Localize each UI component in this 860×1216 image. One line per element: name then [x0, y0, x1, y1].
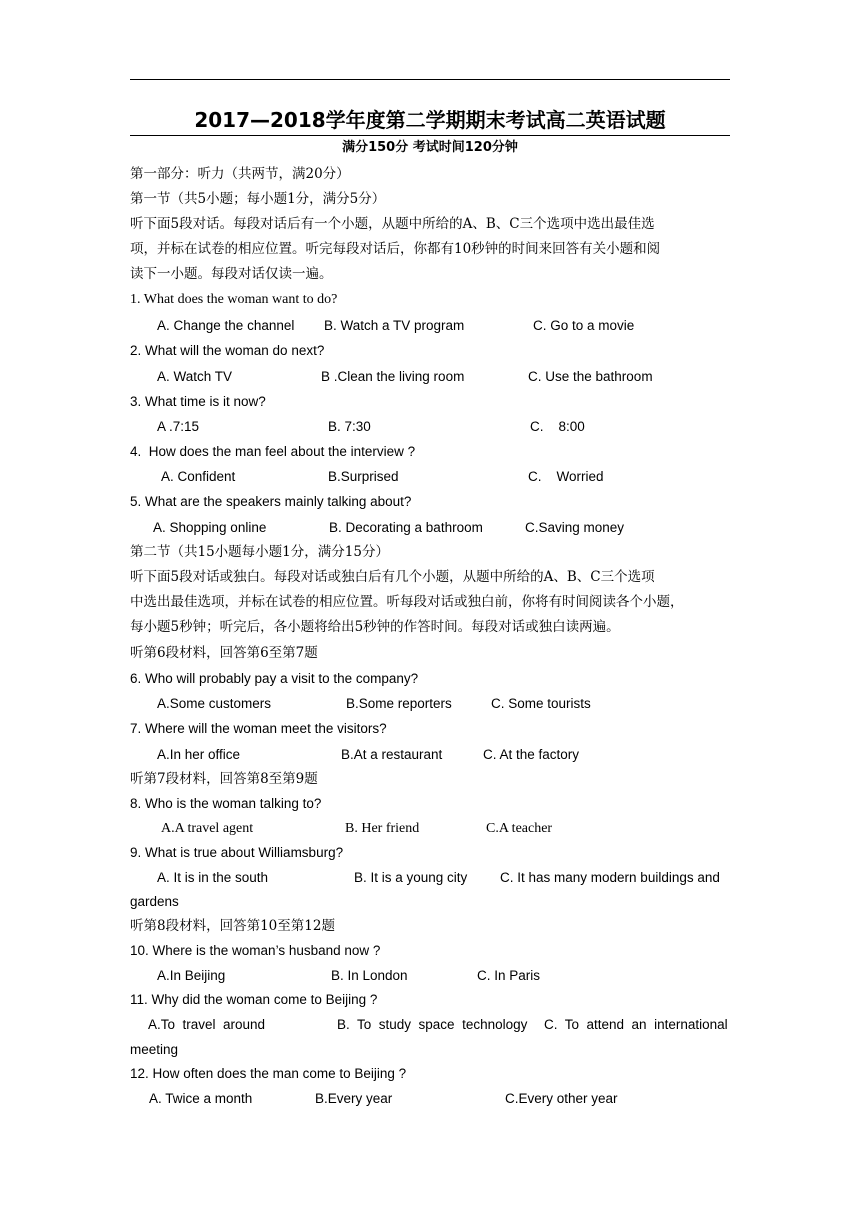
- q1-option-b: B. Watch a TV program: [324, 318, 465, 333]
- q10-option-c: C. In Paris: [477, 968, 541, 983]
- section2-instructions-line3: 每小题5秒钟；听完后，各小题将给出5秒钟的作答时间。每段对话或独白读两遍。: [130, 619, 620, 635]
- question-1: 1. What does the woman want to do?: [130, 292, 338, 307]
- q4-option-a: A. Confident: [161, 469, 236, 484]
- q9-option-c-continued: gardens: [130, 894, 179, 909]
- question-3: 3. What time is it now?: [130, 394, 266, 409]
- material-6-heading: 听第6段材料，回答第6至第7题: [130, 645, 318, 661]
- q10-option-b: B. In London: [331, 968, 408, 983]
- q8-option-b: B. Her friend: [345, 821, 420, 836]
- material-7-heading: 听第7段材料，回答第8至第9题: [130, 771, 318, 787]
- question-6: 6. Who will probably pay a visit to the company?: [130, 671, 419, 686]
- section1-instructions-line1: 听下面5段对话。每段对话后有一个小题，从题中所给的A、B、C三个选项中选出最佳选: [130, 216, 655, 232]
- q11-option-b: B. To study space technology: [337, 1017, 528, 1032]
- q2-option-b: B .Clean the living room: [321, 369, 465, 384]
- part1-heading: 第一部分：听力（共两节，满20分）: [130, 166, 350, 182]
- q7-option-a: A.In her office: [157, 747, 241, 762]
- q1-option-a: A. Change the channel: [157, 318, 295, 333]
- q7-option-c: C. At the factory: [483, 747, 580, 762]
- question-4: 4. How does the man feel about the interview ?: [130, 444, 416, 459]
- q5-option-b: B. Decorating a bathroom: [329, 520, 483, 535]
- section2-heading: 第二节（共15小题每小题1分，满分15分）: [130, 544, 389, 560]
- question-10: 10. Where is the woman’s husband now ?: [130, 943, 381, 958]
- question-2: 2. What will the woman do next?: [130, 343, 325, 358]
- question-11: 11. Why did the woman come to Beijing ?: [130, 992, 378, 1007]
- section2-instructions-line2: 中选出最佳选项，并标在试卷的相应位置。听每段对话或独白前，你将有时间阅读各个小题，: [130, 594, 684, 610]
- q1-option-c: C. Go to a movie: [533, 318, 635, 333]
- question-12: 12. How often does the man come to Beijing ?: [130, 1066, 407, 1081]
- question-7: 7. Where will the woman meet the visitors?: [130, 721, 387, 736]
- q10-option-a: A.In Beijing: [157, 968, 226, 983]
- question-8: 8. Who is the woman talking to?: [130, 796, 322, 811]
- section2-instructions-line1: 听下面5段对话或独白。每段对话或独白后有几个小题，从题中所给的A、B、C三个选项: [130, 569, 655, 585]
- q8-option-c: C.A teacher: [486, 821, 553, 836]
- q9-option-c: C. It has many modern buildings and: [500, 870, 720, 885]
- section1-heading: 第一节（共5小题；每小题1分，满分5分）: [130, 191, 386, 207]
- q3-option-c: C. 8:00: [530, 419, 585, 434]
- q3-option-a: A .7:15: [157, 419, 200, 434]
- q6-option-b: B.Some reporters: [346, 696, 452, 711]
- title-rule: [130, 135, 730, 136]
- question-9: 9. What is true about Williamsburg?: [130, 845, 344, 860]
- material-8-heading: 听第8段材料，回答第10至第12题: [130, 918, 335, 934]
- section1-instructions-line3: 读下一小题。每段对话仅读一遍。: [130, 266, 333, 282]
- section1-instructions-line2: 项，并标在试卷的相应位置。听完每段对话后，你都有10秒钟的时间来回答有关小题和阅: [130, 241, 661, 257]
- q11-option-c-continued: meeting: [130, 1042, 179, 1057]
- q7-option-b: B.At a restaurant: [341, 747, 443, 762]
- q3-option-b: B. 7:30: [328, 419, 371, 434]
- q2-option-c: C. Use the bathroom: [528, 369, 653, 384]
- q4-option-b: B.Surprised: [328, 469, 399, 484]
- q5-option-c: C.Saving money: [525, 520, 625, 535]
- q9-option-b: B. It is a young city: [354, 870, 468, 885]
- q6-option-a: A.Some customers: [157, 696, 272, 711]
- page-subtitle: 满分150分 考试时间120分钟: [342, 140, 518, 155]
- question-5: 5. What are the speakers mainly talking about?: [130, 494, 412, 509]
- top-rule: [130, 79, 730, 80]
- q12-option-a: A. Twice a month: [149, 1091, 253, 1106]
- q11-option-a: A.To travel around: [148, 1017, 266, 1032]
- q2-option-a: A. Watch TV: [157, 369, 233, 384]
- q8-option-a: A.A travel agent: [161, 821, 254, 836]
- q5-option-a: A. Shopping online: [153, 520, 267, 535]
- q12-option-c: C.Every other year: [505, 1091, 618, 1106]
- q9-option-a: A. It is in the south: [157, 870, 269, 885]
- q11-option-c: C. To attend an international: [544, 1017, 728, 1032]
- q6-option-c: C. Some tourists: [491, 696, 591, 711]
- q4-option-c: C. Worried: [528, 469, 604, 484]
- q12-option-b: B.Every year: [315, 1091, 393, 1106]
- page-title: 2017—2018学年度第二学期期末考试高二英语试题: [194, 108, 666, 132]
